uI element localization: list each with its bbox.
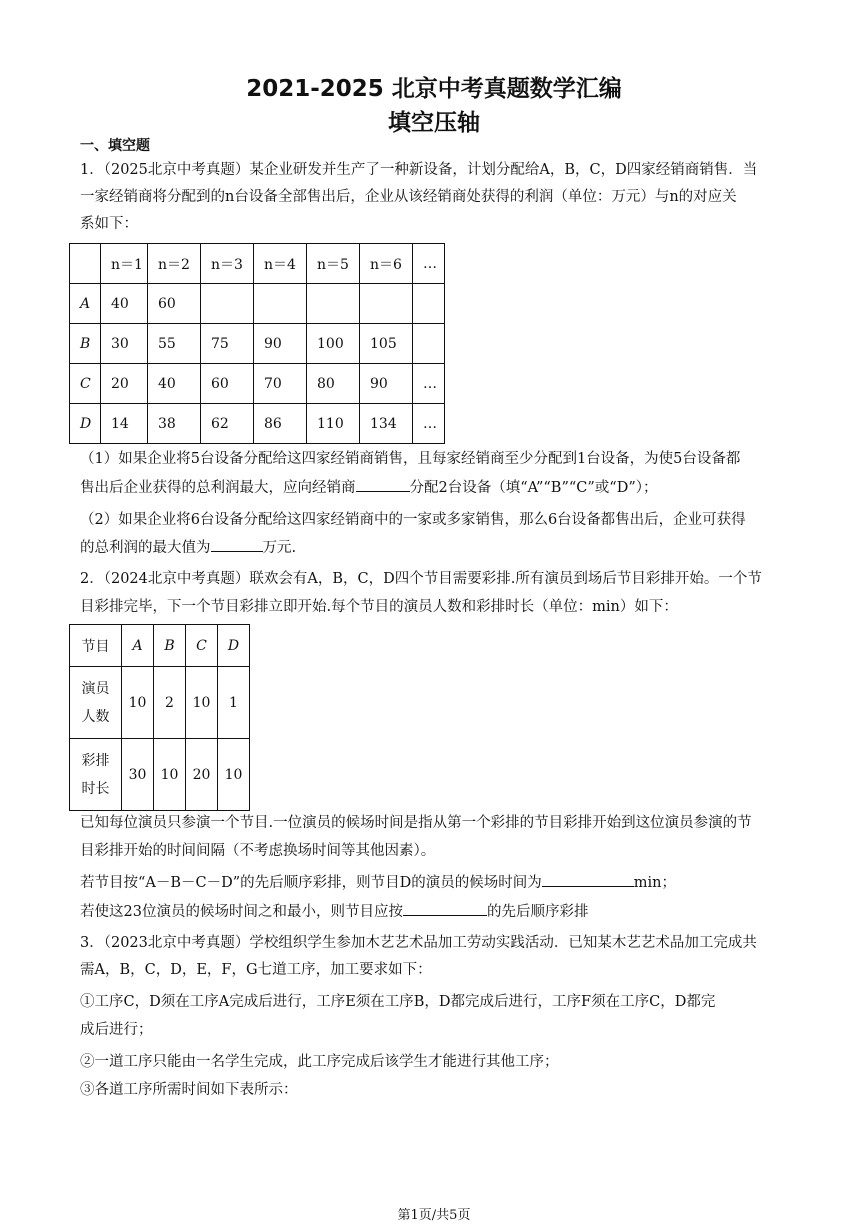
q1-row-label: D bbox=[70, 404, 101, 444]
q1-cell: 86 bbox=[254, 404, 307, 444]
q1-header-cell: n＝1 bbox=[101, 244, 148, 284]
q1-cell: 38 bbox=[148, 404, 201, 444]
q2-line6-pre: 若使这23位演员的候场时间之和最小，则节目应按 bbox=[80, 904, 403, 920]
q2-cell: 10 bbox=[154, 739, 186, 811]
q2-answer-blank-1[interactable] bbox=[542, 872, 634, 887]
q1-header-cell bbox=[70, 244, 101, 284]
q1-part1-pre: 售出后企业获得的总利润最大，应向经销商 bbox=[80, 480, 356, 496]
q1-profit-table bbox=[69, 243, 445, 444]
q1-table-row bbox=[70, 284, 445, 324]
q2-header-cell: A bbox=[122, 625, 154, 667]
q2-header-cell: 节目 bbox=[70, 625, 122, 667]
q1-line3: 系如下： bbox=[80, 216, 138, 232]
q1-table-row bbox=[70, 404, 445, 444]
q2-header-cell: D bbox=[218, 625, 250, 667]
q2-line6 bbox=[80, 901, 588, 922]
q3-line3: ①工序C，D须在工序A完成后进行，工序E须在工序B，D都完成后进行，工序F须在工序C，D都完 bbox=[80, 994, 716, 1010]
q2-cell: 30 bbox=[122, 739, 154, 811]
q1-line1: 1．（2025北京中考真题）某企业研发并生产了一种新设备，计划分配给A，B，C，D四家经销商销售．当 bbox=[80, 162, 758, 178]
q2-row-label-actors bbox=[70, 667, 122, 739]
q1-part2-line2 bbox=[80, 537, 296, 558]
q1-cell: 62 bbox=[201, 404, 254, 444]
q1-cell: 60 bbox=[201, 364, 254, 404]
q2-line5-pre: 若节目按“A－B－C－D”的先后顺序彩排，则节目D的演员的候场时间为 bbox=[80, 875, 542, 891]
q1-cell: 90 bbox=[360, 364, 413, 404]
q3-line4: 成后进行； bbox=[80, 1022, 153, 1038]
q1-header-row bbox=[70, 244, 445, 284]
q1-cell bbox=[307, 284, 360, 324]
q2-cell: 1 bbox=[218, 667, 250, 739]
q1-cell: 105 bbox=[360, 324, 413, 364]
q2-rehearsal-table bbox=[69, 624, 250, 811]
q2-header-cell: B bbox=[154, 625, 186, 667]
q1-answer-blank-1[interactable] bbox=[356, 477, 410, 492]
q1-cell: 55 bbox=[148, 324, 201, 364]
doc-title: 2021-2025 北京中考真题数学汇编 bbox=[246, 76, 622, 102]
q1-cell: … bbox=[413, 364, 445, 404]
q1-cell: 40 bbox=[148, 364, 201, 404]
q2-row-label-line: 演员 bbox=[81, 680, 110, 697]
page-footer: 第1页/共5页 bbox=[397, 1208, 471, 1223]
q3-line1: 3．（2023北京中考真题）学校组织学生参加木艺艺术品加工劳动实践活动．已知某木艺艺术品加工完成共 bbox=[80, 935, 757, 951]
q2-line6-post: 的先后顺序彩排 bbox=[486, 904, 589, 920]
section-heading: 一、填空题 bbox=[80, 138, 150, 154]
q2-header-cell: C bbox=[186, 625, 218, 667]
q1-part2-post: 万元. bbox=[262, 540, 297, 556]
q1-cell bbox=[254, 284, 307, 324]
q1-part1-post: 分配2台设备（填“A”“B”“C”或“D”）； bbox=[409, 480, 658, 496]
q1-cell: 14 bbox=[101, 404, 148, 444]
q1-cell bbox=[201, 284, 254, 324]
q1-table-row bbox=[70, 364, 445, 404]
q1-cell: 90 bbox=[254, 324, 307, 364]
q2-row-label-duration bbox=[70, 739, 122, 811]
q2-cell: 10 bbox=[186, 667, 218, 739]
q1-header-cell: n＝6 bbox=[360, 244, 413, 284]
q1-answer-blank-2[interactable] bbox=[211, 537, 263, 552]
q2-row-label-line: 时长 bbox=[81, 780, 110, 797]
q1-cell: 75 bbox=[201, 324, 254, 364]
q2-line3: 已知每位演员只参演一个节目.一位演员的候场时间是指从第一个彩排的节目彩排开始到这位演员参演的节 bbox=[80, 815, 752, 831]
q1-part1-line1: （1）如果企业将5台设备分配给这四家经销商销售，且每家经销商至少分配到1台设备，为使5台设备都 bbox=[80, 451, 741, 467]
q3-line5: ②一道工序只能由一名学生完成，此工序完成后该学生才能进行其他工序； bbox=[80, 1054, 559, 1070]
q1-header-cell: n＝3 bbox=[201, 244, 254, 284]
q1-row-label: C bbox=[70, 364, 101, 404]
q2-line4: 目彩排开始的时间间隔（不考虑换场时间等其他因素）。 bbox=[80, 843, 436, 859]
q1-header-cell: n＝2 bbox=[148, 244, 201, 284]
q2-cell: 10 bbox=[218, 739, 250, 811]
q2-cell: 10 bbox=[122, 667, 154, 739]
q1-cell: 70 bbox=[254, 364, 307, 404]
q1-cell bbox=[360, 284, 413, 324]
q2-row-label-line: 人数 bbox=[81, 708, 110, 725]
q1-cell bbox=[413, 324, 445, 364]
q1-part1-line2 bbox=[80, 477, 658, 498]
q1-cell: 134 bbox=[360, 404, 413, 444]
q2-line1: 2．（2024北京中考真题）联欢会有A，B，C，D四个节目需要彩排.所有演员到场后节目彩排开始。一个节 bbox=[80, 571, 762, 587]
q1-cell: 40 bbox=[101, 284, 148, 324]
q2-line5 bbox=[80, 872, 676, 893]
q1-cell: 110 bbox=[307, 404, 360, 444]
q1-cell: … bbox=[413, 404, 445, 444]
q1-header-cell: n＝4 bbox=[254, 244, 307, 284]
q2-cell: 20 bbox=[186, 739, 218, 811]
q1-line2: 一家经销商将分配到的n台设备全部售出后，企业从该经销商处获得的利润（单位：万元）与n的对应关 bbox=[80, 189, 737, 205]
q1-cell: 30 bbox=[101, 324, 148, 364]
q1-table-row bbox=[70, 324, 445, 364]
doc-subtitle: 填空压轴 bbox=[388, 110, 480, 136]
q1-cell: 60 bbox=[148, 284, 201, 324]
q3-line6: ③各道工序所需时间如下表所示： bbox=[80, 1082, 298, 1098]
q1-header-cell: … bbox=[413, 244, 445, 284]
q2-line5-post: min； bbox=[633, 875, 677, 891]
q2-answer-blank-2[interactable] bbox=[403, 901, 487, 916]
q1-cell: 80 bbox=[307, 364, 360, 404]
q1-cell: 100 bbox=[307, 324, 360, 364]
q2-row-label-line: 彩排 bbox=[81, 752, 110, 769]
q1-part2-pre: 的总利润的最大值为 bbox=[80, 540, 211, 556]
q3-line2: 需A，B，C，D，E，F，G七道工序，加工要求如下： bbox=[80, 962, 432, 978]
q1-cell: 20 bbox=[101, 364, 148, 404]
q2-line2: 目彩排完毕，下一个节目彩排立即开始.每个节目的演员人数和彩排时长（单位：min）如下： bbox=[80, 599, 678, 615]
q1-part2-line1: （2）如果企业将6台设备分配给这四家经销商中的一家或多家销售，那么6台设备都售出后，企业可获得 bbox=[80, 512, 746, 528]
q2-cell: 2 bbox=[154, 667, 186, 739]
q1-row-label: B bbox=[70, 324, 101, 364]
q1-row-label: A bbox=[70, 284, 101, 324]
q1-cell bbox=[413, 284, 445, 324]
q1-header-cell: n＝5 bbox=[307, 244, 360, 284]
